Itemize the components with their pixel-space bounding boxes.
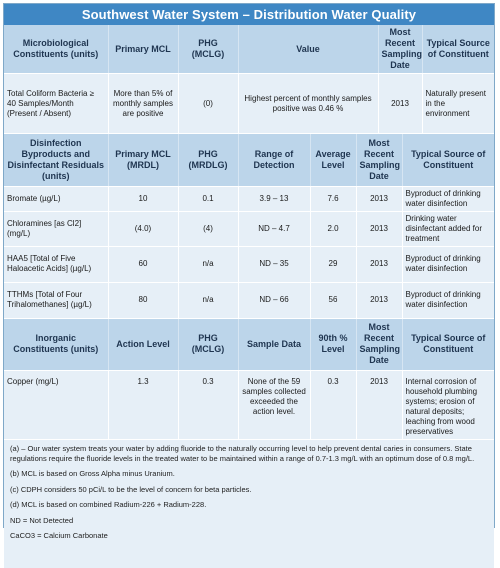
microbiological-table bbox=[4, 25, 494, 134]
table-cell: 2013 bbox=[356, 371, 402, 440]
column-header: Typical Source of Constituent bbox=[402, 134, 494, 186]
table-cell: Chloramines [as Cl2] (mg/L) bbox=[4, 211, 108, 246]
inorganic-header-row bbox=[4, 319, 494, 371]
table-cell: Internal corrosion of household plumbing systems; erosion of natural deposits; leaching from wood preservatives bbox=[402, 371, 494, 440]
table-cell: 2.0 bbox=[310, 211, 356, 246]
table-cell: (0) bbox=[178, 74, 238, 134]
footnotes bbox=[4, 440, 494, 568]
column-header: Most Recent Sampling Date bbox=[356, 134, 402, 186]
water-quality-report bbox=[3, 3, 495, 540]
column-header: Most Recent Sampling Date bbox=[356, 319, 402, 371]
column-header: Primary MCL bbox=[108, 25, 178, 74]
table-cell: 2013 bbox=[356, 246, 402, 282]
table-cell: 2013 bbox=[378, 74, 422, 134]
table-cell: Naturally present in the environment bbox=[422, 74, 494, 134]
table-cell: 3.9 – 13 bbox=[238, 186, 310, 211]
column-header: Microbiological Constituents (units) bbox=[4, 25, 108, 74]
table-cell: Highest percent of monthly samples positive was 0.46 % bbox=[238, 74, 378, 134]
disinfection-byproducts-table bbox=[4, 134, 494, 319]
column-header: PHG (MCLG) bbox=[178, 319, 238, 371]
column-header: Disinfection Byproducts and Disinfectant Residuals (units) bbox=[4, 134, 108, 186]
column-header: Sample Data bbox=[238, 319, 310, 371]
table-cell: 2013 bbox=[356, 186, 402, 211]
table-cell: Byproduct of drinking water disinfection bbox=[402, 246, 494, 282]
table-cell: (4.0) bbox=[108, 211, 178, 246]
table-cell: Byproduct of drinking water disinfection bbox=[402, 282, 494, 318]
table-cell: TTHMs [Total of Four Trihalomethanes] (µg/L) bbox=[4, 282, 108, 318]
table-row bbox=[4, 246, 494, 282]
table-row bbox=[4, 371, 494, 440]
column-header: PHG (MRDLG) bbox=[178, 134, 238, 186]
table-cell: 7.6 bbox=[310, 186, 356, 211]
table-cell: None of the 59 samples collected exceeded the action level. bbox=[238, 371, 310, 440]
column-header: Primary MCL (MRDL) bbox=[108, 134, 178, 186]
table-cell: 29 bbox=[310, 246, 356, 282]
table-cell: 60 bbox=[108, 246, 178, 282]
column-header: Action Level bbox=[108, 319, 178, 371]
table-cell: 2013 bbox=[356, 282, 402, 318]
table-cell: n/a bbox=[178, 282, 238, 318]
disinfection-header-row bbox=[4, 134, 494, 186]
table-cell: 56 bbox=[310, 282, 356, 318]
table-cell: More than 5% of monthly samples are positive bbox=[108, 74, 178, 134]
column-header: Typical Source of Constituent bbox=[402, 319, 494, 371]
column-header: Inorganic Constituents (units) bbox=[4, 319, 108, 371]
table-cell: 2013 bbox=[356, 211, 402, 246]
report-title: Southwest Water System – Distribution Water Quality bbox=[4, 4, 494, 25]
inorganic-table bbox=[4, 319, 494, 441]
table-cell: 1.3 bbox=[108, 371, 178, 440]
column-header: Value bbox=[238, 25, 378, 74]
table-cell: ND – 4.7 bbox=[238, 211, 310, 246]
column-header: Range of Detection bbox=[238, 134, 310, 186]
footnote-a: (a) – Our water system treats your water by adding fluoride to the naturally occurring level to help prevent dental caries in consumers. State regulations require the fluoride levels in the treated water to be maintained within a range of 0.7-1.3 mg/L with an optimum dose of 0.8 mg/L. bbox=[10, 444, 475, 463]
column-header: Typical Source of Constituent bbox=[422, 25, 494, 74]
table-row bbox=[4, 211, 494, 246]
footnote-b: (b) MCL is based on Gross Alpha minus Uranium. bbox=[10, 469, 175, 478]
footnote-c: (c) CDPH considers 50 pCi/L to be the level of concern for beta particles. bbox=[10, 484, 252, 494]
column-header: PHG (MCLG) bbox=[178, 25, 238, 74]
table-row bbox=[4, 186, 494, 211]
column-header: 90th % Level bbox=[310, 319, 356, 371]
table-cell: Total Coliform Bacteria ≥ 40 Samples/Month (Present / Absent) bbox=[4, 74, 108, 134]
footnote-caco3: CaCO3 = Calcium Carbonate bbox=[10, 531, 108, 540]
table-cell: 80 bbox=[108, 282, 178, 318]
table-cell: Copper (mg/L) bbox=[4, 371, 108, 440]
table-row bbox=[4, 74, 494, 134]
table-cell: 0.3 bbox=[310, 371, 356, 440]
table-cell: ND – 66 bbox=[238, 282, 310, 318]
table-cell: 0.3 bbox=[178, 371, 238, 440]
table-cell: n/a bbox=[178, 246, 238, 282]
column-header: Most Recent Sampling Date bbox=[378, 25, 422, 74]
microbiological-header-row bbox=[4, 25, 494, 74]
table-cell: (4) bbox=[178, 211, 238, 246]
table-cell: 0.1 bbox=[178, 186, 238, 211]
table-cell: HAA5 [Total of Five Haloacetic Acids] (µg/L) bbox=[4, 246, 108, 282]
table-cell: Bromate (µg/L) bbox=[4, 186, 108, 211]
table-row bbox=[4, 282, 494, 318]
table-cell: 10 bbox=[108, 186, 178, 211]
table-cell: Byproduct of drinking water disinfection bbox=[402, 186, 494, 211]
column-header: Average Level bbox=[310, 134, 356, 186]
footnote-nd: ND = Not Detected bbox=[10, 515, 74, 525]
footnote-d: (d) MCL is based on combined Radium-226 + Radium-228. bbox=[10, 500, 207, 509]
table-cell: Drinking water disinfectant added for treatment bbox=[402, 211, 494, 246]
table-cell: ND – 35 bbox=[238, 246, 310, 282]
